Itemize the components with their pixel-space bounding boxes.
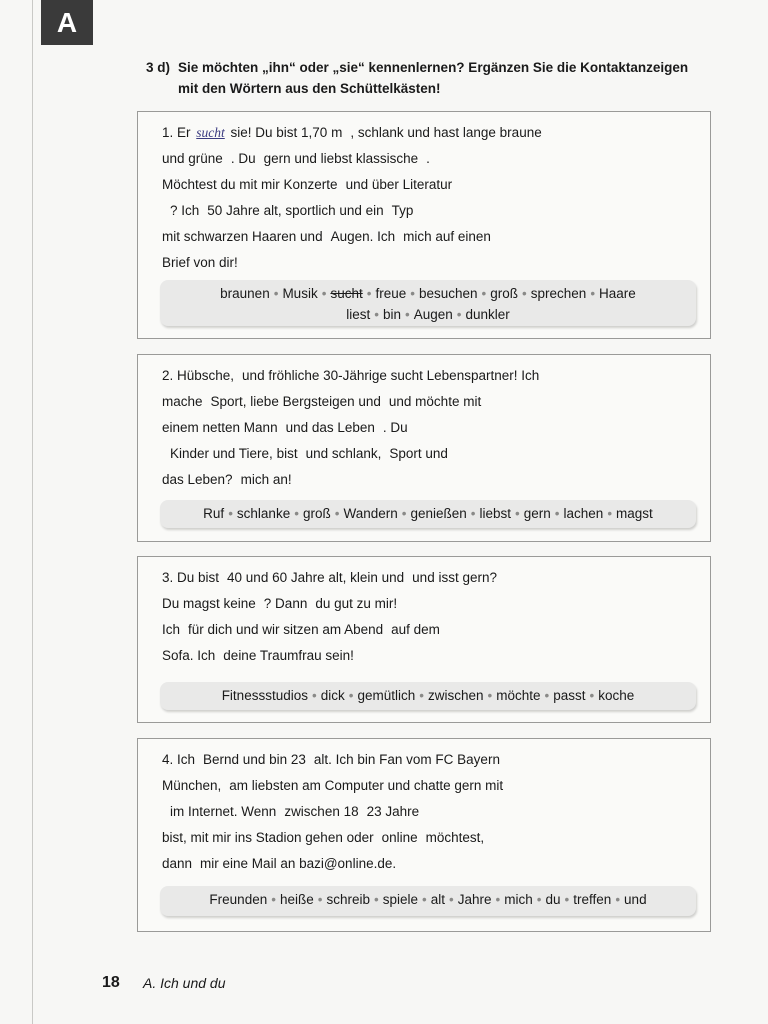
line-text: möchtest,: [425, 830, 485, 845]
ad-line: [162, 467, 696, 493]
ad-text-2: [162, 363, 696, 493]
bullet-separator: •: [515, 506, 520, 521]
line-text: ? Ich: [170, 203, 200, 218]
line-text: 2. Hübsche,: [162, 368, 235, 383]
page-number: 18: [102, 974, 120, 991]
bullet-separator: •: [401, 506, 407, 521]
bullet-separator: •: [449, 892, 454, 907]
line-text: 40 und 60 Jahre alt, klein und: [227, 570, 405, 585]
bullet-separator: •: [348, 688, 354, 703]
word-option[interactable]: zwischen: [427, 688, 484, 703]
word-box-1: [160, 280, 696, 326]
bullet-separator: •: [522, 286, 527, 301]
line-text: mit schwarzen Haaren und: [162, 229, 323, 244]
line-text: im Internet. Wenn: [170, 804, 277, 819]
task-line-1: [146, 57, 706, 78]
word-option[interactable]: magst: [616, 506, 653, 521]
word-option[interactable]: dick: [320, 688, 345, 703]
word-row: [168, 503, 688, 524]
line-text: und grüne: [162, 151, 223, 166]
task-line-2: mit den Wörtern aus den Schüttelkästen!: [178, 81, 441, 96]
line-text: mir eine Mail an bazi@online.de.: [200, 856, 397, 871]
task-instruction: [146, 57, 706, 99]
word-option[interactable]: Jahre: [457, 892, 492, 907]
ad-line: [162, 617, 696, 643]
line-text: 50 Jahre alt, sportlich und ein: [207, 203, 384, 218]
bullet-separator: •: [589, 688, 595, 703]
bullet-separator: •: [422, 892, 427, 907]
ad-line: [162, 441, 696, 467]
word-option[interactable]: schreib: [326, 892, 370, 907]
line-text: Sofa. Ich: [162, 648, 216, 663]
line-text: . Du: [230, 151, 256, 166]
ad-text-3: [162, 565, 696, 669]
ad-line: [162, 591, 696, 617]
word-row: [168, 889, 688, 910]
bullet-separator: •: [334, 506, 340, 521]
ad-line: [162, 146, 696, 172]
bullet-separator: •: [544, 688, 550, 703]
bullet-separator: •: [321, 286, 327, 301]
word-option[interactable]: treffen: [573, 892, 612, 907]
word-option[interactable]: liest: [346, 307, 371, 322]
line-text: , schlank und hast lange braune: [350, 125, 542, 140]
bullet-separator: •: [615, 892, 621, 907]
bullet-separator: •: [273, 286, 279, 301]
word-row: [168, 685, 688, 706]
line-text: deine Traumfrau sein!: [223, 648, 354, 663]
bullet-separator: •: [410, 286, 415, 301]
line-text: .: [426, 151, 430, 166]
line-text: dann: [162, 856, 193, 871]
line-text: mich an!: [240, 472, 292, 487]
bullet-separator: •: [366, 286, 372, 301]
word-option[interactable]: groß: [490, 286, 519, 301]
word-option[interactable]: du: [545, 892, 561, 907]
bullet-separator: •: [536, 892, 542, 907]
line-text: ? Dann: [263, 596, 308, 611]
word-option[interactable]: koche: [598, 688, 635, 703]
line-text: das Leben?: [162, 472, 233, 487]
ad-box-1: [137, 111, 711, 339]
line-text: 1. Er: [162, 125, 195, 140]
word-option[interactable]: mich: [504, 892, 533, 907]
bullet-separator: •: [404, 307, 410, 322]
ad-line: [162, 363, 696, 389]
line-text: Kinder und Tiere, bist: [170, 446, 298, 461]
word-box-3: [160, 682, 696, 710]
ad-line: [162, 565, 696, 591]
word-option[interactable]: Musik: [282, 286, 318, 301]
ad-line: [162, 415, 696, 441]
bullet-separator: •: [456, 307, 462, 322]
ad-box-4: [137, 738, 711, 932]
line-text: am liebsten am Computer und chatte gern mit: [229, 778, 504, 793]
word-option[interactable]: möchte: [496, 688, 541, 703]
bullet-separator: •: [487, 688, 493, 703]
filled-answer: sucht: [196, 125, 225, 140]
bullet-separator: •: [374, 307, 379, 322]
line-text: zwischen 18: [284, 804, 359, 819]
bullet-separator: •: [419, 688, 424, 703]
ad-line: [162, 825, 696, 851]
ad-line: [162, 773, 696, 799]
line-text: alt. Ich bin Fan vom FC Bayern: [313, 752, 500, 767]
ad-line: [162, 747, 696, 773]
ad-text-4: [162, 747, 696, 877]
ad-box-3: [137, 556, 711, 723]
line-text: Sport und: [389, 446, 448, 461]
bullet-separator: •: [554, 506, 560, 521]
word-option[interactable]: gern: [523, 506, 551, 521]
bullet-separator: •: [374, 892, 379, 907]
line-text: und über Literatur: [345, 177, 453, 192]
bullet-separator: •: [228, 506, 233, 521]
line-text: mache: [162, 394, 203, 409]
bullet-separator: •: [564, 892, 570, 907]
line-text: und isst gern?: [412, 570, 497, 585]
line-text: 23 Jahre: [366, 804, 420, 819]
ad-line: [162, 643, 696, 669]
line-text: . Du: [382, 420, 408, 435]
line-text: gern und liebst klassische: [263, 151, 419, 166]
line-text: Möchtest du mit mir Konzerte: [162, 177, 338, 192]
line-text: München,: [162, 778, 222, 793]
word-option[interactable]: Augen: [413, 307, 453, 322]
ad-line: [162, 120, 696, 146]
bullet-separator: •: [311, 688, 317, 703]
word-option[interactable]: schlanke: [236, 506, 291, 521]
bullet-separator: •: [271, 892, 276, 907]
ad-line: [162, 799, 696, 825]
line-text: 4. Ich: [162, 752, 196, 767]
word-option[interactable]: alt: [430, 892, 446, 907]
ad-line: [162, 198, 696, 224]
ad-line: [162, 172, 696, 198]
line-text: und möchte mit: [388, 394, 482, 409]
line-text: Du magst keine: [162, 596, 256, 611]
word-option[interactable]: bin: [382, 307, 401, 322]
word-option[interactable]: spiele: [382, 892, 419, 907]
line-text: Brief von dir!: [162, 255, 238, 270]
line-text: und schlank,: [305, 446, 382, 461]
line-text: Bernd und bin 23: [203, 752, 306, 767]
line-text: mich auf einen: [403, 229, 491, 244]
word-option[interactable]: braunen: [220, 286, 270, 301]
ad-line: [162, 224, 696, 250]
ad-line: [162, 250, 696, 276]
ad-line: [162, 851, 696, 877]
word-option[interactable]: Haare: [599, 286, 636, 301]
word-box-4: [160, 886, 696, 916]
word-row: [168, 283, 688, 304]
word-box-2: [160, 500, 696, 528]
word-option[interactable]: freue: [375, 286, 407, 301]
line-text: Ich: [162, 622, 181, 637]
line-text: Typ: [391, 203, 414, 218]
word-option[interactable]: Ruf: [203, 506, 225, 521]
bullet-separator: •: [607, 506, 613, 521]
word-option[interactable]: und: [624, 892, 647, 907]
ad-line: [162, 389, 696, 415]
bullet-separator: •: [481, 286, 487, 301]
line-text: und das Leben: [285, 420, 375, 435]
task-text-1: Sie möchten „ihn“ oder „sie“ kennenlernen? Ergänzen Sie die Kontaktanzeigen: [178, 60, 689, 75]
bullet-separator: •: [590, 286, 596, 301]
line-text: sie! Du bist 1,70 m: [226, 125, 343, 140]
ad-text-1: [162, 120, 696, 276]
bullet-separator: •: [470, 506, 476, 521]
word-option[interactable]: groß: [302, 506, 331, 521]
word-option[interactable]: Freunden: [209, 892, 268, 907]
word-option[interactable]: besuchen: [418, 286, 478, 301]
section-letter: A: [56, 6, 78, 38]
line-text: auf dem: [391, 622, 440, 637]
line-text: 3. Du bist: [162, 570, 220, 585]
word-row: [168, 304, 688, 325]
word-option[interactable]: sucht: [330, 286, 363, 301]
word-option[interactable]: genießen: [410, 506, 467, 521]
word-option[interactable]: sprechen: [530, 286, 587, 301]
line-text: Sport, liebe Bergsteigen und: [210, 394, 381, 409]
line-text: du gut zu mir!: [315, 596, 398, 611]
line-text: bist, mit mir ins Stadion gehen oder: [162, 830, 374, 845]
word-option[interactable]: liebst: [479, 506, 512, 521]
word-option[interactable]: lachen: [563, 506, 604, 521]
page-edge: [32, 0, 33, 1024]
bullet-separator: •: [495, 892, 501, 907]
word-option[interactable]: dunkler: [465, 307, 510, 322]
chapter-title: A. Ich und du: [143, 975, 226, 991]
word-option[interactable]: gemütlich: [357, 688, 416, 703]
line-text: und fröhliche 30-Jährige sucht Lebenspartner! Ich: [242, 368, 540, 383]
line-text: online: [381, 830, 418, 845]
task-number: 3 d): [146, 60, 171, 75]
line-text: Augen. Ich: [330, 229, 396, 244]
bullet-separator: •: [294, 506, 299, 521]
word-option[interactable]: Wandern: [343, 506, 398, 521]
word-option[interactable]: heiße: [279, 892, 314, 907]
line-text: für dich und wir sitzen am Abend: [188, 622, 384, 637]
ad-box-2: [137, 354, 711, 542]
word-option[interactable]: passt: [553, 688, 586, 703]
line-text: einem netten Mann: [162, 420, 278, 435]
section-tab: [41, 0, 93, 45]
word-option[interactable]: Fitnessstudios: [221, 688, 308, 703]
bullet-separator: •: [317, 892, 323, 907]
